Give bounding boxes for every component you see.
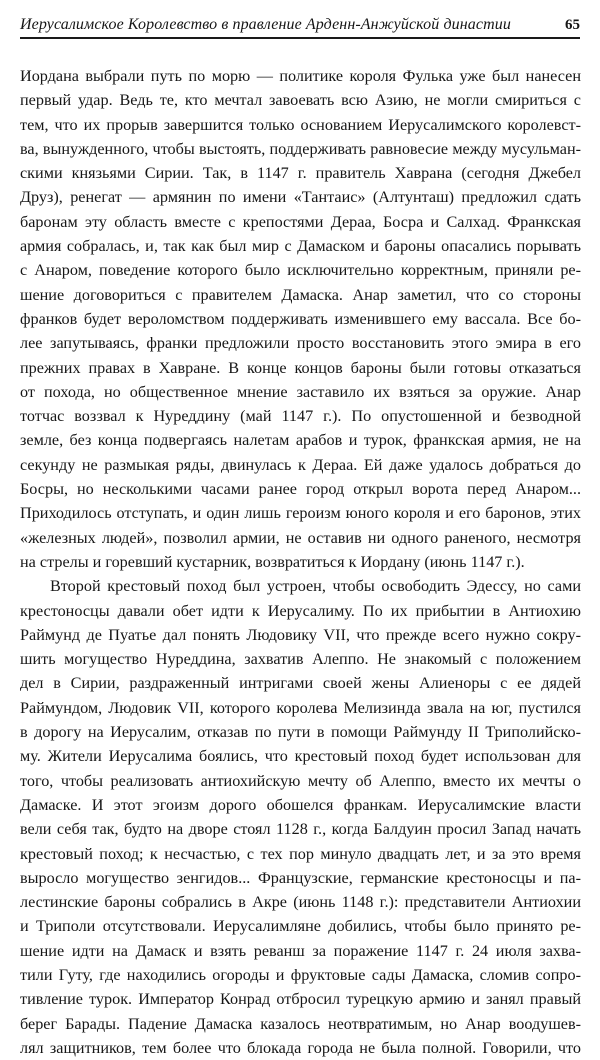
paragraph-first-line: Второй крестовый поход был устроен, чтобы освободить Эдессу, но сами — [50, 577, 581, 596]
text-line: тивление турок. Император Конрад отбросил турецкую армию и занял правый — [20, 990, 581, 1009]
running-header — [20, 8, 580, 34]
text-line: берег Барады. Падение Дамаска казалось неотвратимым, но Анар воодушев- — [20, 1014, 581, 1033]
text-line: первый удар. Ведь те, кто мечтал завоевать всю Азию, не могли смириться с — [20, 91, 581, 110]
text-line: «железных людей», позволил армии, не оставив ни одного раненого, несмотря — [20, 528, 581, 547]
text-line: и Триполи отсутствовали. Иерусалимляне добились, чтобы было принято ре- — [20, 917, 581, 936]
text-line: Дамаске. И этот эгоизм дорого обошелся франкам. Иерусалимские власти — [20, 795, 581, 814]
paragraph-last-line: на стрелы и горевший кустарник, возвратиться к Иордану (июнь 1147 г.). — [20, 552, 525, 571]
text-line: Приходилось отступать, и один лишь героизм юного короля и его баронов, этих — [20, 504, 581, 523]
text-line: в дорогу на Иерусалим, отказав по пути в помощи Раймунду II Триполийско- — [20, 723, 581, 742]
text-line: тотчас воззвал к Нуреддину (май 1147 г.). По опустошенной и безводной — [20, 407, 581, 426]
text-line: того, чтобы реализовать антиохийскую мечту об Алеппо, вместо их мечты о — [20, 771, 581, 790]
text-line: Босры, но несколькими часами ранее город открыл ворота перед Анаром... — [20, 480, 581, 499]
text-line: тили Гуту, где находились огороды и фруктовые сады Дамаска, сломив сопро- — [20, 965, 581, 984]
text-line: франков будет вероломством поддерживать изменившего ему вассала. Все бо- — [20, 309, 581, 328]
text-line: лял защитников, тем более что блокада города не была полной. Говорили, что — [20, 1038, 581, 1057]
text-line: скими князьями Сирии. Так, в 1147 г. правитель Хаврана (сегодня Джебел — [20, 164, 581, 183]
text-line: лее запутываясь, франки предложили просто восстановить этого эмира в его — [20, 334, 581, 353]
text-line: земле, без конца подвергаясь налетам арабов и турок, франкская армия, не на — [20, 431, 581, 450]
text-line: крестовый поход; к несчастью, с тех пор минуло двадцать лет, и за это время — [20, 844, 581, 863]
header-rule — [20, 37, 580, 39]
text-line: крестоносцы давали обет идти к Иерусалиму. По их прибытии в Антиохию — [20, 601, 581, 620]
text-line: вели себя так, будто на дворе стоял 1128 г., когда Балдуин просил Запад начать — [20, 820, 581, 839]
text-line: выросло могущество зенгидов... Французские, германские крестоносцы и па- — [20, 868, 581, 887]
text-line: дел в Сирии, раздраженный интригами своей жены Алиеноры с ее дядей — [20, 674, 581, 693]
text-line: баронам эту область вместе с крепостями Дераа, Босра и Салхад. Франкская — [20, 212, 581, 231]
text-line: Иордана выбрали путь по морю — политике короля Фулька уже был нанесен — [20, 67, 581, 85]
running-title: Иерусалимское Королевство в правление Арденн-Анжуйской династии — [20, 16, 511, 33]
text-line: Раймунд де Пуатье дал понять Людовику VII, что прежде всего нужно сокру- — [20, 625, 581, 644]
text-line: шение договориться с правителем Дамаска. Анар заметил, что со стороны — [20, 285, 581, 304]
text-line: с Анаром, поведение которого было исключительно корректным, приняли ре- — [20, 261, 581, 280]
text-line: шение идти на Дамаск и взять реванш за поражение 1147 г. 24 июля захва- — [20, 941, 581, 960]
text-line: му. Жители Иерусалима боялись, что крестовый поход будет использован для — [20, 747, 581, 766]
text-line: прежних правах в Хавране. В конце концов бароны были готовы отказаться — [20, 358, 581, 377]
text-line: секунду не размыкая ряды, двинулась к Дераа. Ей даже удалось добраться до — [20, 455, 581, 474]
text-line: Друз), ренегат — армянин по имени «Тантаис» (Алтунташ) предложил сдать — [20, 188, 581, 207]
text-line: армия собралась, и, так как был мир с Дамаском и бароны опасались порывать — [20, 237, 581, 256]
text-line: шить могущество Нуреддина, захватив Алеппо. Не знакомый с положением — [20, 650, 581, 669]
text-line: от похода, но общественное мнение заставило их взяться за оружие. Анар — [20, 382, 581, 401]
text-line: Раймундом, Людовик VII, которого королева Мелизинда звала на юг, пустился — [20, 698, 581, 717]
text-line: ва, вынужденного, чтобы выстоять, поддерживать равновесие между мусульман- — [20, 139, 581, 158]
text-line: лестинские бароны собрались в Акре (июнь 1148 г.): представители Антиохии — [20, 893, 581, 912]
text-line: тем, что их прорыв завершится только основанием Иерусалимского королевст- — [20, 115, 581, 134]
page-number: 65 — [565, 17, 580, 33]
